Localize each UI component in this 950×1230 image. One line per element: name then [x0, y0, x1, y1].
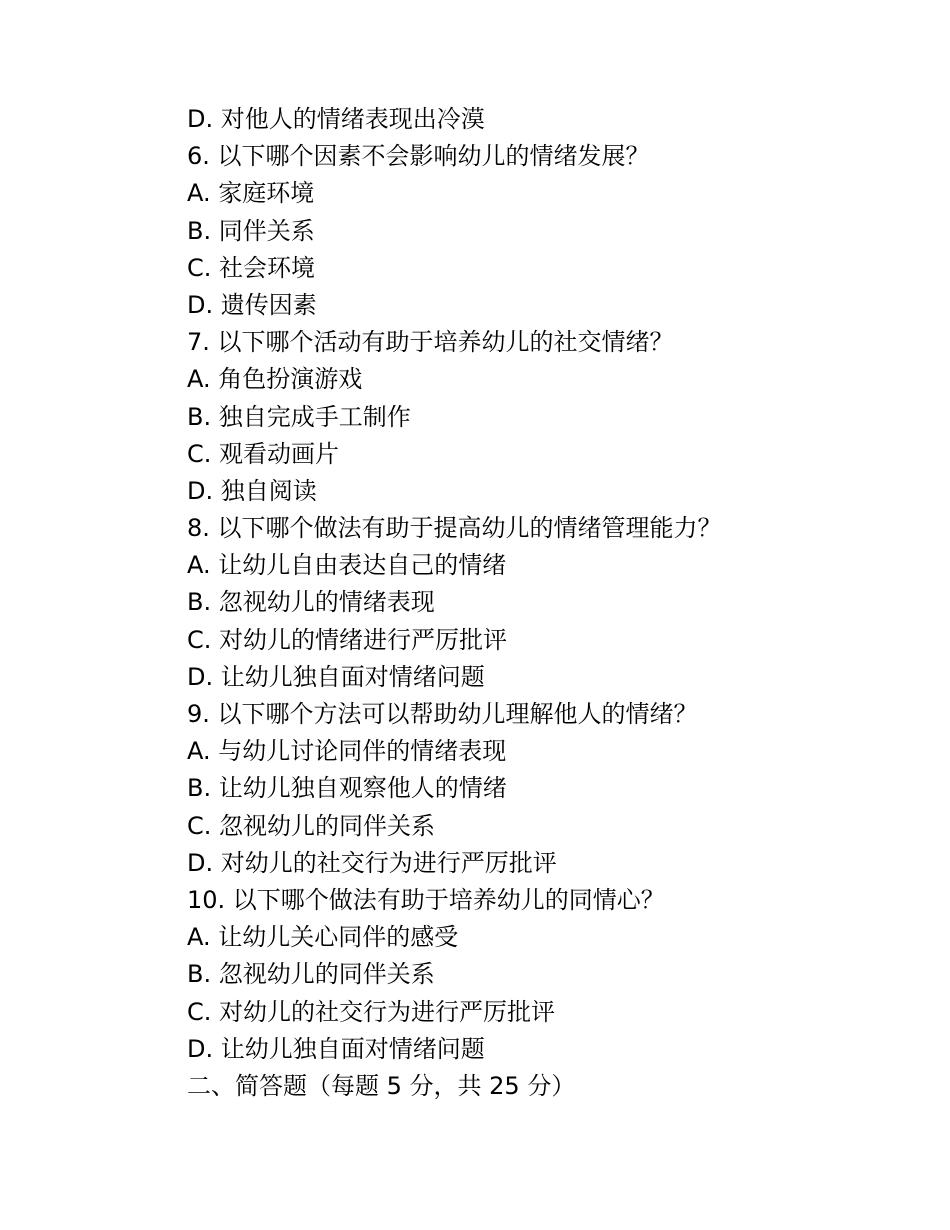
option-6-a: A. 家庭环境: [187, 179, 315, 208]
option-9-a: A. 与幼儿讨论同伴的情绪表现: [187, 737, 507, 766]
option-5-d: D. 对他人的情绪表现出冷漠: [187, 105, 485, 133]
question-9: 9. 以下哪个方法可以帮助幼儿理解他人的情绪？: [187, 700, 698, 728]
option-8-b: B. 忽视幼儿的情绪表现: [187, 588, 435, 617]
option-6-d: D. 遗传因素: [187, 290, 317, 319]
option-6-b: B. 同伴关系: [187, 216, 315, 245]
option-7-a: A. 角色扮演游戏: [187, 365, 363, 394]
option-8-c: C. 对幼儿的情绪进行严厉批评: [187, 625, 508, 654]
option-7-d: D. 独自阅读: [187, 476, 317, 505]
option-10-b: B. 忽视幼儿的同伴关系: [187, 960, 435, 989]
option-8-d: D. 让幼儿独自面对情绪问题: [187, 662, 485, 691]
question-8: 8. 以下哪个做法有助于提高幼儿的情绪管理能力？: [187, 514, 722, 543]
question-7: 7. 以下哪个活动有助于培养幼儿的社交情绪？: [187, 328, 674, 357]
question-6: 6. 以下哪个因素不会影响幼儿的情绪发展？: [187, 142, 650, 171]
option-8-a: A. 让幼儿自由表达自己的情绪: [187, 551, 507, 580]
option-7-b: B. 独自完成手工制作: [187, 402, 411, 431]
section-heading-short-answer: 二、简答题（每题 5 分，共 25 分）: [187, 1071, 576, 1100]
option-10-d: D. 让幼儿独自面对情绪问题: [187, 1034, 485, 1063]
option-7-c: C. 观看动画片: [187, 439, 340, 468]
option-10-c: C. 对幼儿的社交行为进行严厉批评: [187, 997, 556, 1026]
option-9-b: B. 让幼儿独自观察他人的情绪: [187, 774, 507, 803]
option-10-a: A. 让幼儿关心同伴的感受: [187, 923, 459, 952]
option-9-c: C. 忽视幼儿的同伴关系: [187, 811, 436, 840]
document-body: [187, 101, 887, 1105]
option-6-c: C. 社会环境: [187, 253, 316, 282]
option-9-d: D. 对幼儿的社交行为进行严厉批评: [187, 848, 557, 877]
question-10: 10. 以下哪个做法有助于培养幼儿的同情心？: [187, 885, 665, 914]
